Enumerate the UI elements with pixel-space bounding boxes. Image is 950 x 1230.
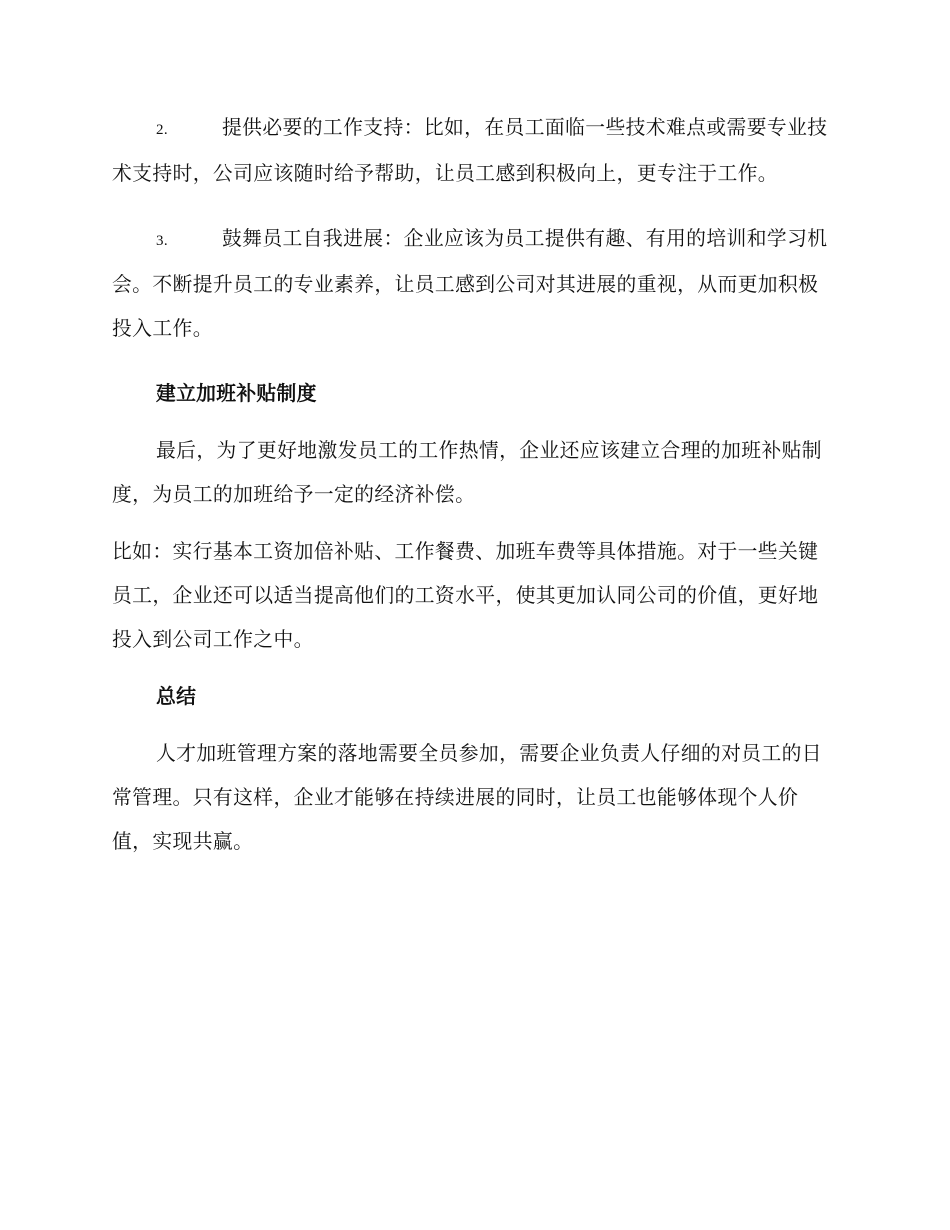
list-item-text: 提供必要的工作支持：比如，在员工面临一些技术难点或需要专业技术支持时，公司应该随时给予帮助，让员工感到积极向上，更专注于工作。	[112, 116, 828, 185]
list-item-text: 鼓舞员工自我进展：企业应该为员工提供有趣、有用的培训和学习机会。不断提升员工的专业素养，让员工感到公司对其进展的重视，从而更加积极投入工作。	[112, 227, 828, 340]
list-item	[112, 106, 832, 196]
paragraph: 人才加班管理方案的落地需要全员参加，需要企业负责人仔细的对员工的日常管理。只有这样，企业才能够在持续进展的同时，让员工也能够体现个人价值，实现共赢。	[112, 742, 822, 853]
section-heading-summary: 总结	[156, 685, 197, 708]
paragraph: 最后，为了更好地激发员工的工作热情，企业还应该建立合理的加班补贴制度，为员工的加班给予一定的经济补偿。	[112, 439, 822, 506]
section-heading-overtime: 建立加班补贴制度	[156, 382, 317, 405]
document-page	[112, 106, 832, 877]
list-item-number: 3.	[156, 233, 169, 249]
list-item	[112, 217, 832, 351]
paragraph: 比如：实行基本工资加倍补贴、工作餐费、加班车费等具体措施。对于一些关键员工，企业还可以适当提高他们的工资水平，使其更加认同公司的价值，更好地投入到公司工作之中。	[112, 540, 819, 651]
list-item-number: 2.	[156, 122, 169, 138]
